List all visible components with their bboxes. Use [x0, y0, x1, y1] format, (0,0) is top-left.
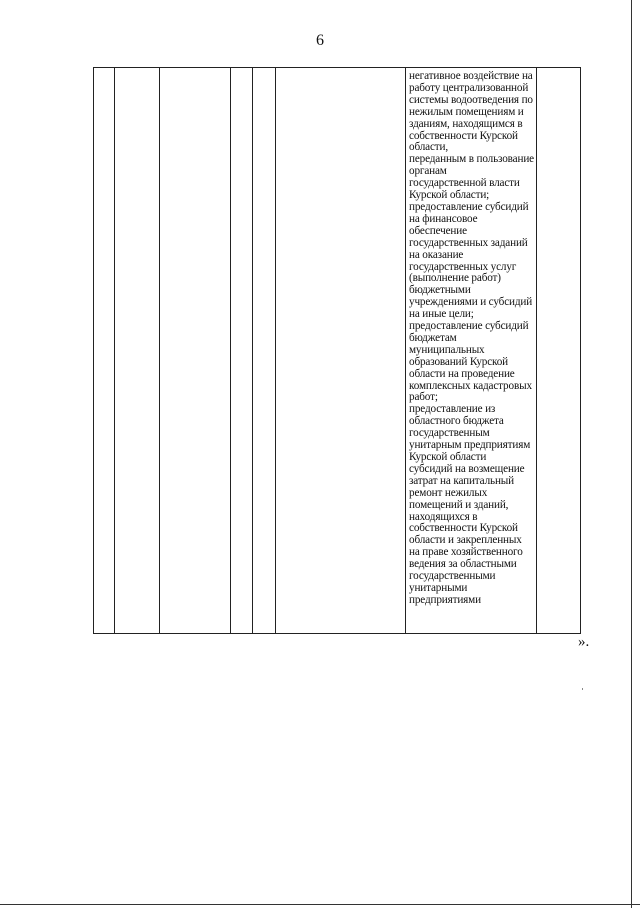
scan-edge-right	[631, 0, 632, 908]
description-line: комплексных кадастровых	[409, 379, 532, 392]
description-line: работ;	[409, 391, 438, 404]
description-line: собственности Курской	[409, 129, 518, 142]
description-line: предоставление из	[409, 403, 496, 416]
description-line: системы водоотведения по	[409, 93, 533, 106]
description-line: образований Курской	[409, 355, 509, 368]
description-line: затрат на капитальный	[409, 474, 514, 487]
description-line: государственных заданий	[409, 236, 528, 249]
page-number: 6	[316, 32, 324, 49]
table-cell-col-4	[231, 68, 253, 634]
description-line: помещений и зданий,	[409, 498, 509, 511]
description-line: находящихся в	[409, 510, 478, 523]
description-line: Курской области;	[409, 189, 490, 202]
description-line: работу централизованной	[409, 81, 529, 94]
description-line: унитарными	[409, 581, 468, 594]
description-line: Курской области	[409, 451, 487, 463]
description-line: ведения за областными	[409, 558, 517, 571]
description-line: на оказание	[409, 248, 464, 261]
description-line: ремонт нежилых	[409, 486, 488, 499]
table-cell-col-1	[94, 68, 115, 634]
table-row	[94, 68, 581, 634]
description-line: бюджетам	[409, 331, 457, 344]
description-line: на иные цели;	[409, 308, 474, 321]
description-line: учреждениями и субсидий	[409, 296, 533, 309]
description-line: области,	[409, 141, 448, 154]
table-cell-col-5	[253, 68, 276, 634]
description-line: областного бюджета	[409, 415, 504, 428]
description-line: негативное воздействие на	[409, 70, 533, 82]
table-cell-col-3	[160, 68, 231, 634]
description-line: государственной власти	[409, 177, 520, 190]
description-line: предприятиями	[409, 593, 481, 606]
description-line: бюджетными	[409, 284, 471, 297]
description-line: субсидий на возмещение	[409, 462, 525, 475]
description-line: переданным в пользование	[409, 153, 534, 166]
description-line: предоставление субсидий	[409, 200, 529, 213]
description-line: предоставление субсидий	[409, 320, 529, 333]
description-line: органам	[409, 165, 447, 178]
closing-quote-mark: ».	[578, 634, 590, 650]
description-line: государственными	[409, 570, 496, 583]
description-line: области на проведение	[409, 367, 515, 380]
description-line: государственных услуг	[409, 260, 517, 273]
description-line: унитарным предприятиям	[409, 439, 531, 452]
table-cell-col-8	[537, 68, 581, 634]
scan-edge-bottom	[0, 904, 640, 905]
description-line: муниципальных	[409, 343, 485, 356]
document-table	[93, 67, 581, 634]
description-line: области и закрепленных	[409, 534, 522, 547]
description-cell	[406, 68, 537, 634]
description-line: собственности Курской	[409, 522, 518, 535]
description-line: на финансовое	[409, 212, 478, 225]
table-cell-col-6	[276, 68, 406, 634]
description-line: нежилым помещениям и	[409, 105, 524, 118]
description-line: государственным	[409, 427, 490, 440]
table-cell-col-2	[115, 68, 160, 634]
description-line: на праве хозяйственного	[409, 546, 523, 559]
description-line: (выполнение работ)	[409, 272, 501, 285]
scan-speck	[582, 688, 583, 690]
description-line: обеспечение	[409, 224, 467, 237]
description-line: зданиям, находящимся в	[409, 117, 523, 130]
